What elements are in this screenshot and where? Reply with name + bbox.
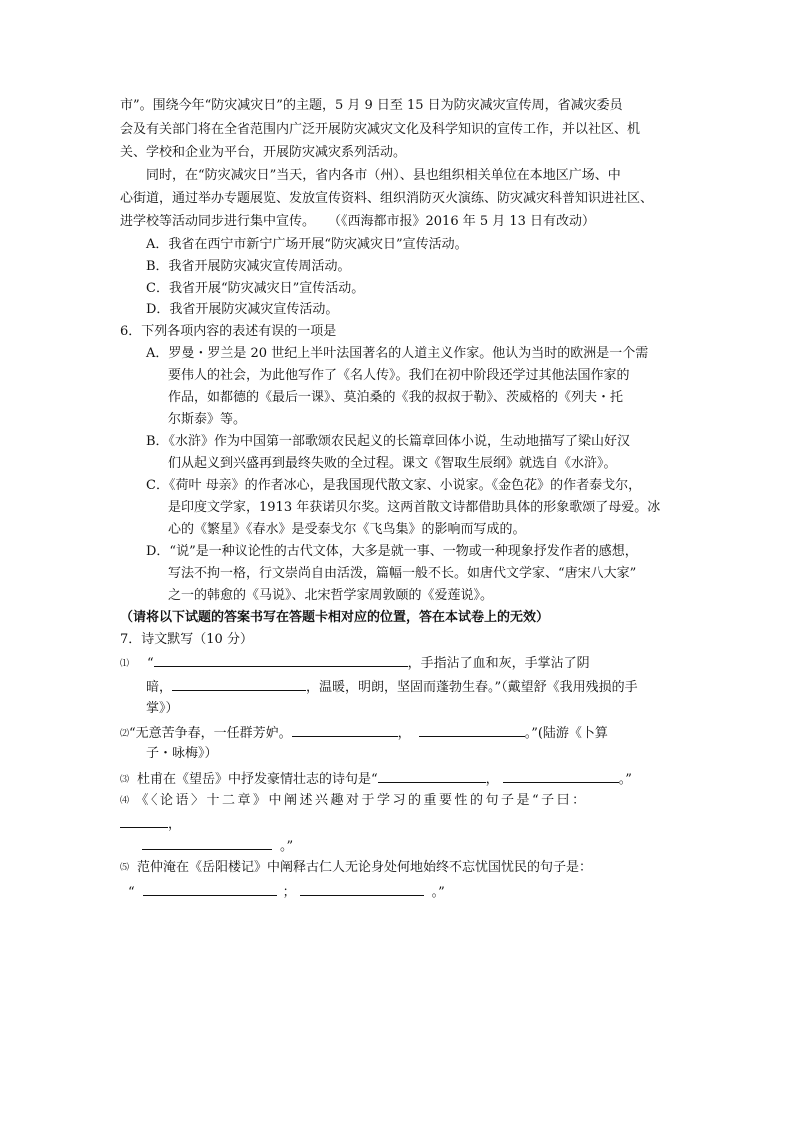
option-c-line: C．《荷叶 母亲》的作者冰心，是我国现代散文家、小说家。《金色花》的作者泰戈尔， — [146, 478, 642, 493]
passage-line: 市”。围绕今年“防灾减灾日”的主题，5 月 9 日至 15 日为防灾减灾宣传周，省减灾委员 — [120, 98, 623, 113]
answer-blank[interactable] — [378, 768, 486, 783]
line-text: 范仲淹在《岳阳楼记》中阐释古仁人无论身处何地始终不忘忧国忧民的句子是： — [137, 860, 593, 875]
option-b-line: 们从起义到兴盛再到最终失败的全过程。课文《智取生辰纲》就选自《水浒》。 — [168, 456, 617, 471]
line-text: 暗， — [146, 680, 173, 695]
answer-blank[interactable] — [142, 835, 272, 850]
question-title: 7．诗文默写（10 分） — [120, 632, 253, 647]
line-text: ； — [282, 885, 296, 900]
line-text: 《〈论语〉十二章》中阐述兴趣对于学习的重要性的句子是“子曰： — [135, 793, 588, 808]
line-text: ， — [485, 772, 499, 787]
question-stem: 6．下列各项内容的表述有误的一项是 — [120, 324, 337, 339]
option-a: A．我省在西宁市新宁广场开展“防灾减灾日”宣传活动。 — [146, 237, 468, 252]
option-a-line: A．罗曼・罗兰是 20 世纪上半叶法国著名的人道主义作家。他认为当时的欧洲是一个需 — [146, 346, 649, 361]
q7-item-5-line2 — [128, 881, 445, 903]
line-text: “无意苦争春，一任群芳妒。 — [129, 726, 292, 741]
item-number: ⑸ — [120, 863, 130, 873]
option-a-line: 要伟人的社会，为此他写作了《名人传》。我们在初中阶段还学过其他法国作家的 — [168, 368, 630, 383]
option-b: B．我省开展防灾减灾宣传周活动。 — [146, 259, 351, 274]
answer-blank[interactable] — [503, 768, 619, 783]
option-d: D．我省开展防灾减灾宣传活动。 — [146, 302, 339, 317]
option-b-line: B．《水浒》作为中国第一部歌颂农民起义的长篇章回体小说，生动地描写了梁山好汉 — [146, 434, 631, 449]
item-number: ⑷ — [120, 796, 132, 806]
line-text: 。”(陆游《卜算 — [524, 726, 608, 741]
q7-item-3 — [120, 768, 632, 791]
answer-blank[interactable] — [300, 881, 424, 896]
q7-item-2-line2: 子・咏梅》） — [146, 746, 218, 761]
option-d-line: D．“说”是一种议论性的古代文体，大多是就一事、一物或一种现象抒发作者的感想， — [146, 544, 638, 559]
line-text: ，温暖，明朗，坚固而蓬勃生春。”（戴望舒《我用残损的手 — [306, 680, 638, 695]
line-text: ， — [168, 817, 182, 832]
q7-item-4-line3 — [120, 835, 293, 857]
q7-item-2 — [120, 722, 608, 745]
passage-line: 心街道，通过举办专题展览、发放宣传资料、组织消防灭火演练、防灾减灾科普知识进社区、 — [120, 191, 654, 206]
passage-line: 会及有关部门将在全省范围内广泛开展防灾减灾文化及科学知识的宣传工作，并以社区、机 — [120, 122, 641, 137]
item-number: ⑴ — [120, 659, 130, 669]
line-text: ， — [397, 726, 411, 741]
q7-item-4-line2 — [120, 813, 181, 835]
answer-notice: （请将以下试题的答案书写在答题卡相对应的位置，答在本试卷上的无效） — [120, 610, 550, 625]
option-c-line: 心的《繁星》《春水》是受泰戈尔《飞鸟集》的影响而写成的。 — [168, 522, 526, 537]
option-d-line: 之一的韩愈的《马说》、北宋哲学家周敦颐的《爱莲说》。 — [168, 588, 494, 603]
q7-item-1-line3: 掌》） — [146, 701, 179, 716]
answer-blank[interactable] — [154, 652, 408, 667]
open-quote: “ — [128, 885, 135, 900]
passage-line: 关、学校和企业为平台，开展防灾减灾系列活动。 — [120, 145, 407, 160]
item-number: ⑵ — [120, 729, 130, 739]
q7-item-5 — [120, 858, 592, 879]
option-a-line: 尔斯泰》等。 — [168, 412, 247, 427]
line-text: ，手指沾了血和灰，手掌沾了阴 — [407, 656, 590, 671]
open-quote: “ — [147, 656, 154, 671]
line-text: 。” — [618, 772, 632, 787]
q7-item-1-line2 — [146, 676, 638, 698]
option-a-line: 作品，如都德的《最后一课》、莫泊桑的《我的叔叔于勒》、茨威格的《列夫・托 — [168, 390, 624, 405]
line-text: 。” — [280, 839, 294, 854]
line-text: 杜甫在《望岳》中抒发豪情壮志的诗句是“ — [137, 772, 378, 787]
answer-blank[interactable] — [143, 881, 277, 896]
answer-blank[interactable] — [120, 813, 168, 828]
answer-blank[interactable] — [292, 722, 398, 737]
option-d-line: 写法不拘一格，行文崇尚自由活泼，篇幅一般不长。如唐代文学家、“唐宋八大家” — [168, 566, 637, 581]
line-text: 。” — [431, 885, 445, 900]
item-number: ⑶ — [120, 775, 130, 785]
option-c-line: 是印度文学家，1913 年获诺贝尔奖。这两首散文诗都借助具体的形象歌颂了母爱。冰 — [168, 500, 661, 515]
passage-line: 同时，在“防灾减灾日”当天，省内各市（州）、县也组织相关单位在本地区广场、中 — [146, 168, 621, 183]
passage-line: 进学校等活动同步进行集中宣传。 （《西海都市报》2016 年 5 月 13 日有改动） — [120, 214, 596, 229]
answer-blank[interactable] — [172, 676, 306, 691]
q7-item-4 — [120, 791, 588, 812]
q7-item-1 — [120, 652, 590, 675]
answer-blank[interactable] — [419, 722, 525, 737]
option-c: C．我省开展“防灾减灾日”宣传活动。 — [146, 281, 365, 296]
